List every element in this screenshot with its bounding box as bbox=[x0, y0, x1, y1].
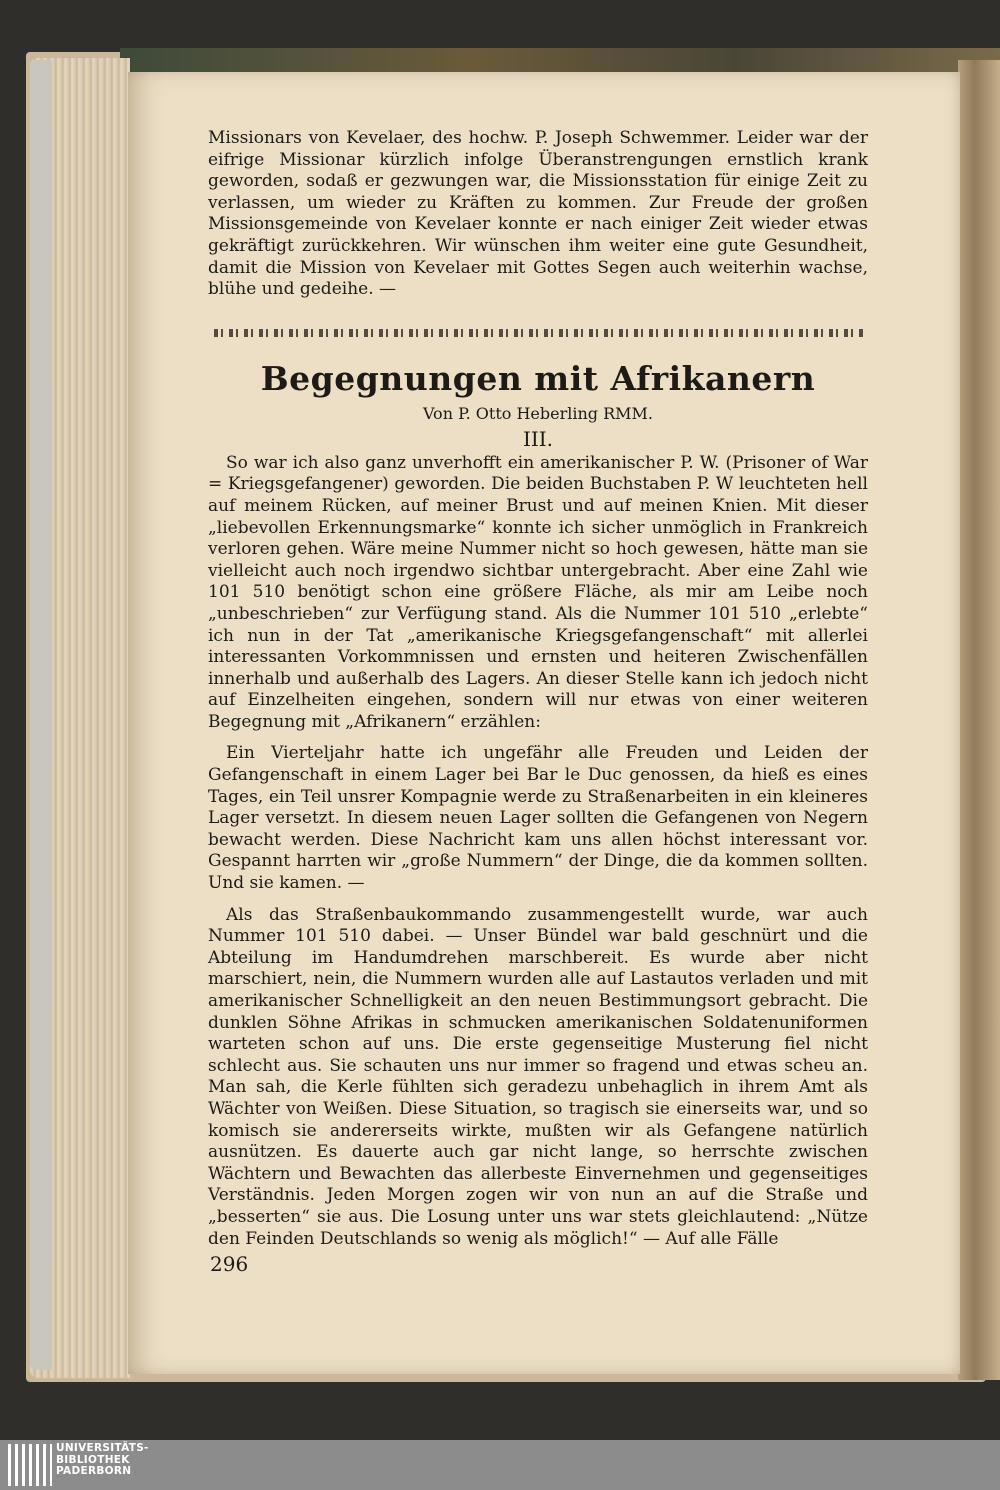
logo-line-3: PADERBORN bbox=[56, 1465, 132, 1477]
body-paragraph-2: Ein Vierteljahr hatte ich ungefähr alle Freuden und Leiden der Gefangenschaft in einem Lager bei Bar le Duc genossen, da hieß es eines Tages, ein Teil unsrer Kompagnie werde zu Straßenarbeiten in ein kleineres Lager versetzt. In diesem neuen Lager sollten die Gefangenen von Negern bewacht werden. Diese Nachricht kam uns allen höchst interessant vor. Gespannt harrten wir „große Nummern“ der Dinge, die da kommen sollten. Und sie kamen. — bbox=[208, 743, 868, 894]
book-cover-right bbox=[958, 60, 1000, 1380]
logo-line-1: UNIVERSITÄTS- bbox=[56, 1442, 149, 1454]
page-stack-gray bbox=[30, 60, 52, 1370]
page-content bbox=[208, 128, 868, 1250]
page-number: 296 bbox=[210, 1252, 249, 1276]
book-page bbox=[128, 72, 960, 1374]
body-paragraph-3: Als das Straßenbaukommando zusammengestellt wurde, war auch Nummer 101 510 dabei. — Unser Bündel war bald geschnürt und die Abteilung im Handumdrehen marschbereit. Es wurde aber nicht marschiert, nein, die Nummern wurden alle auf Lastautos verladen und mit amerikanischer Schnelligkeit an den neuen Bestimmungsort gebracht. Die dunklen Söhne Afrikas in schmucken amerikanischen Soldatenuniformen warteten schon auf uns. Die erste gegenseitige Musterung fiel nicht schlecht aus. Sie schauten uns nur immer so fragend und etwas scheu an. Man sah, die Kerle fühlten sich geradezu unbehaglich in ihrem Amt als Wächter von Weißen. Diese Situation, so tragisch sie einerseits war, und so komisch sie andererseits wirkte, mußten wir als Gefangene natürlich ausnützen. Es dauerte auch gar nicht lange, so herrschte zwischen Wächtern und Bewachten das allerbeste Einvernehmen und gegenseitiges Verständnis. Jeden Morgen zogen wir von nun an auf die Straße und „besserten“ sie aus. Die Losung unter uns war stets gleichlautend: „Nütze den Feinden Deutschlands so wenig als möglich!“ — Auf alle Fälle bbox=[208, 904, 868, 1249]
library-logo-text bbox=[56, 1443, 149, 1478]
logo-line-2: BIBLIOTHEK bbox=[56, 1453, 130, 1466]
article-title: Begegnungen mit Afrikanern bbox=[260, 358, 816, 398]
opening-paragraph: Missionars von Kevelaer, des hochw. P. Joseph Schwemmer. Leider war der eifrige Missionar kürzlich infolge Überanstrengungen ernstlich krank geworden, sodaß er gezwungen war, die Missionsstation für einige Zeit zu verlassen, um wieder zu Kräften zu kommen. Zur Freude der großen Missionsgemeinde von Kevelaer konnte er nach einiger Zeit wieder etwas gekräftigt zurückkehren. Wir wünschen ihm weiter eine gute Gesundheit, damit die Mission von Kevelaer mit Gottes Segen auch weiterhin wachse, blühe und gedeihe. — bbox=[208, 128, 868, 300]
library-logo-icon bbox=[8, 1444, 52, 1486]
ornamental-divider bbox=[214, 329, 864, 337]
article-byline: Von P. Otto Heberling RMM. bbox=[422, 403, 654, 423]
body-paragraph-1: So war ich also ganz unverhofft ein amerikanischer P. W. (Prisoner of War = Kriegsgefangener) geworden. Die beiden Buchstaben P. W leuchteten hell auf meinem Rücken, auf meiner Brust und auf meinen Knien. Mit dieser „liebevollen Erkennungsmarke“ konnte ich sicher unmöglich in Frankreich verloren gehen. Wäre meine Nummer nicht so hoch gewesen, hätte man sie vielleicht auch noch irgendwo sichtbar untergebracht. Aber eine Zahl wie 101 510 benötigt schon eine größere Fläche, als mir am Leibe noch „unbeschrieben“ zur Verfügung stand. Als die Nummer 101 510 „erlebte“ ich nun in der Tat „amerikanische Kriegsgefangenschaft“ mit allerlei interessanten Vorkommnissen und ernsten und heiteren Zwischenfällen innerhalb und außerhalb des Lagers. An dieser Stelle kann ich jedoch nicht auf Einzelheiten eingehen, sondern will nur etwas von einer weiteren Begegnung mit „Afrikanern“ erzählen: bbox=[208, 452, 868, 732]
section-number: III. bbox=[522, 426, 554, 451]
footer-bar bbox=[0, 1440, 1000, 1490]
